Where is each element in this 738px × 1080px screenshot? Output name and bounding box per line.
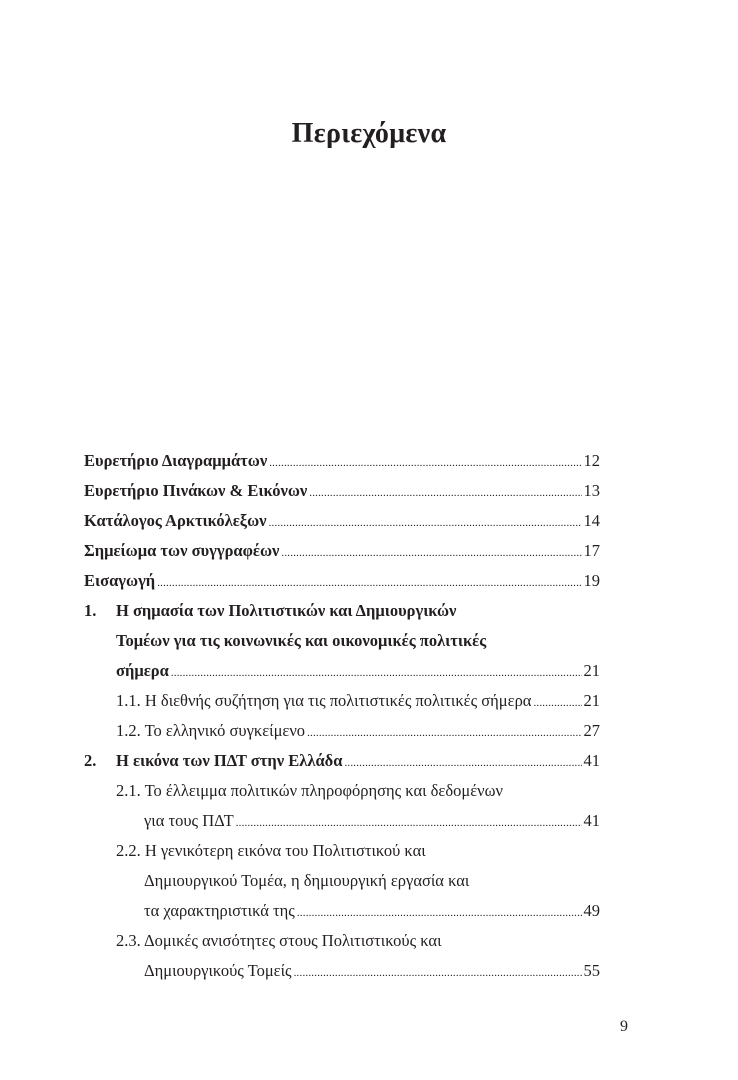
toc-page-number: 21 <box>583 661 600 680</box>
toc-page-number: 49 <box>583 901 600 920</box>
toc-entry-title-line: σήμερα <box>116 661 169 680</box>
toc-page-number: 41 <box>583 751 600 770</box>
dot-leader <box>281 536 581 568</box>
toc-entry-tables-index[interactable] <box>84 476 600 506</box>
dot-leader <box>171 656 582 688</box>
toc-page-number: 41 <box>583 811 600 830</box>
toc-section-1-1[interactable] <box>84 686 600 716</box>
dot-leader <box>307 716 581 748</box>
toc-page-number: 12 <box>583 451 600 470</box>
toc-entry-introduction[interactable] <box>84 566 600 596</box>
toc-section-2-2[interactable] <box>84 836 600 926</box>
table-of-contents <box>84 446 600 986</box>
toc-entry-title: Εισαγωγή <box>84 571 156 590</box>
toc-entry-title: 1.2. Το ελληνικό συγκείμενο <box>116 721 306 740</box>
dot-leader <box>157 566 581 598</box>
toc-entry-title-line: Δημιουργικούς Τομείς <box>144 961 292 980</box>
toc-entry-title-line: Τομέων για τις κοινωνικές και οικονομικές πολιτικές <box>116 631 487 650</box>
toc-entry-title: Σημείωμα των συγγραφέων <box>84 541 280 560</box>
toc-entry-title: Η εικόνα των ΠΔΤ στην Ελλάδα <box>116 751 343 770</box>
toc-entry-title: Κατάλογος Αρκτικόλεξων <box>84 511 267 530</box>
page-number: 9 <box>620 1018 628 1035</box>
toc-page-number: 17 <box>583 541 600 560</box>
toc-entry-title-line: για τους ΠΔΤ <box>144 811 234 830</box>
chapter-number: 1. <box>84 601 97 620</box>
toc-entry-title: Ευρετήριο Διαγραμμάτων <box>84 451 268 470</box>
dot-leader <box>309 476 581 508</box>
toc-entry-title-line: Δημιουργικού Τομέα, η δημιουργική εργασία και <box>144 871 470 890</box>
dot-leader <box>533 686 581 718</box>
toc-entry-title-line: 2.3. Δομικές ανισότητες στους Πολιτιστικούς και <box>116 931 442 950</box>
toc-entry-title: 1.1. Η διεθνής συζήτηση για τις πολιτιστικές πολιτικές σήμερα <box>116 691 532 710</box>
page-title: Περιεχόμενα <box>291 118 447 149</box>
toc-entry-title: Ευρετήριο Πινάκων & Εικόνων <box>84 481 308 500</box>
toc-page-number: 19 <box>583 571 600 590</box>
toc-page-number: 27 <box>583 721 600 740</box>
toc-entry-authors-note[interactable] <box>84 536 600 566</box>
toc-chapter-2[interactable] <box>84 746 600 776</box>
dot-leader <box>297 896 582 928</box>
toc-page-number: 21 <box>583 691 600 710</box>
toc-section-2-3[interactable] <box>84 926 600 986</box>
toc-entry-diagram-index[interactable] <box>84 446 600 476</box>
toc-entry-title-line: 2.1. Το έλλειμμα πολιτικών πληροφόρησης και δεδομένων <box>116 781 503 800</box>
dot-leader <box>236 806 582 838</box>
toc-page-number: 13 <box>583 481 600 500</box>
toc-page-number: 55 <box>583 961 600 980</box>
dot-leader <box>269 506 582 538</box>
toc-entry-title-line: τα χαρακτηριστικά της <box>144 901 295 920</box>
toc-chapter-1[interactable] <box>84 596 600 686</box>
toc-section-1-2[interactable] <box>84 716 600 746</box>
dot-leader <box>344 746 581 778</box>
toc-page-number: 14 <box>583 511 600 530</box>
toc-section-2-1[interactable] <box>84 776 600 836</box>
chapter-number: 2. <box>84 751 97 770</box>
dot-leader <box>269 446 581 478</box>
toc-entry-acronyms[interactable] <box>84 506 600 536</box>
toc-entry-title-line: 2.2. Η γενικότερη εικόνα του Πολιτιστικού και <box>116 841 426 860</box>
dot-leader <box>294 956 582 988</box>
toc-entry-title-line: Η σημασία των Πολιτιστικών και Δημιουργικών <box>116 601 457 620</box>
